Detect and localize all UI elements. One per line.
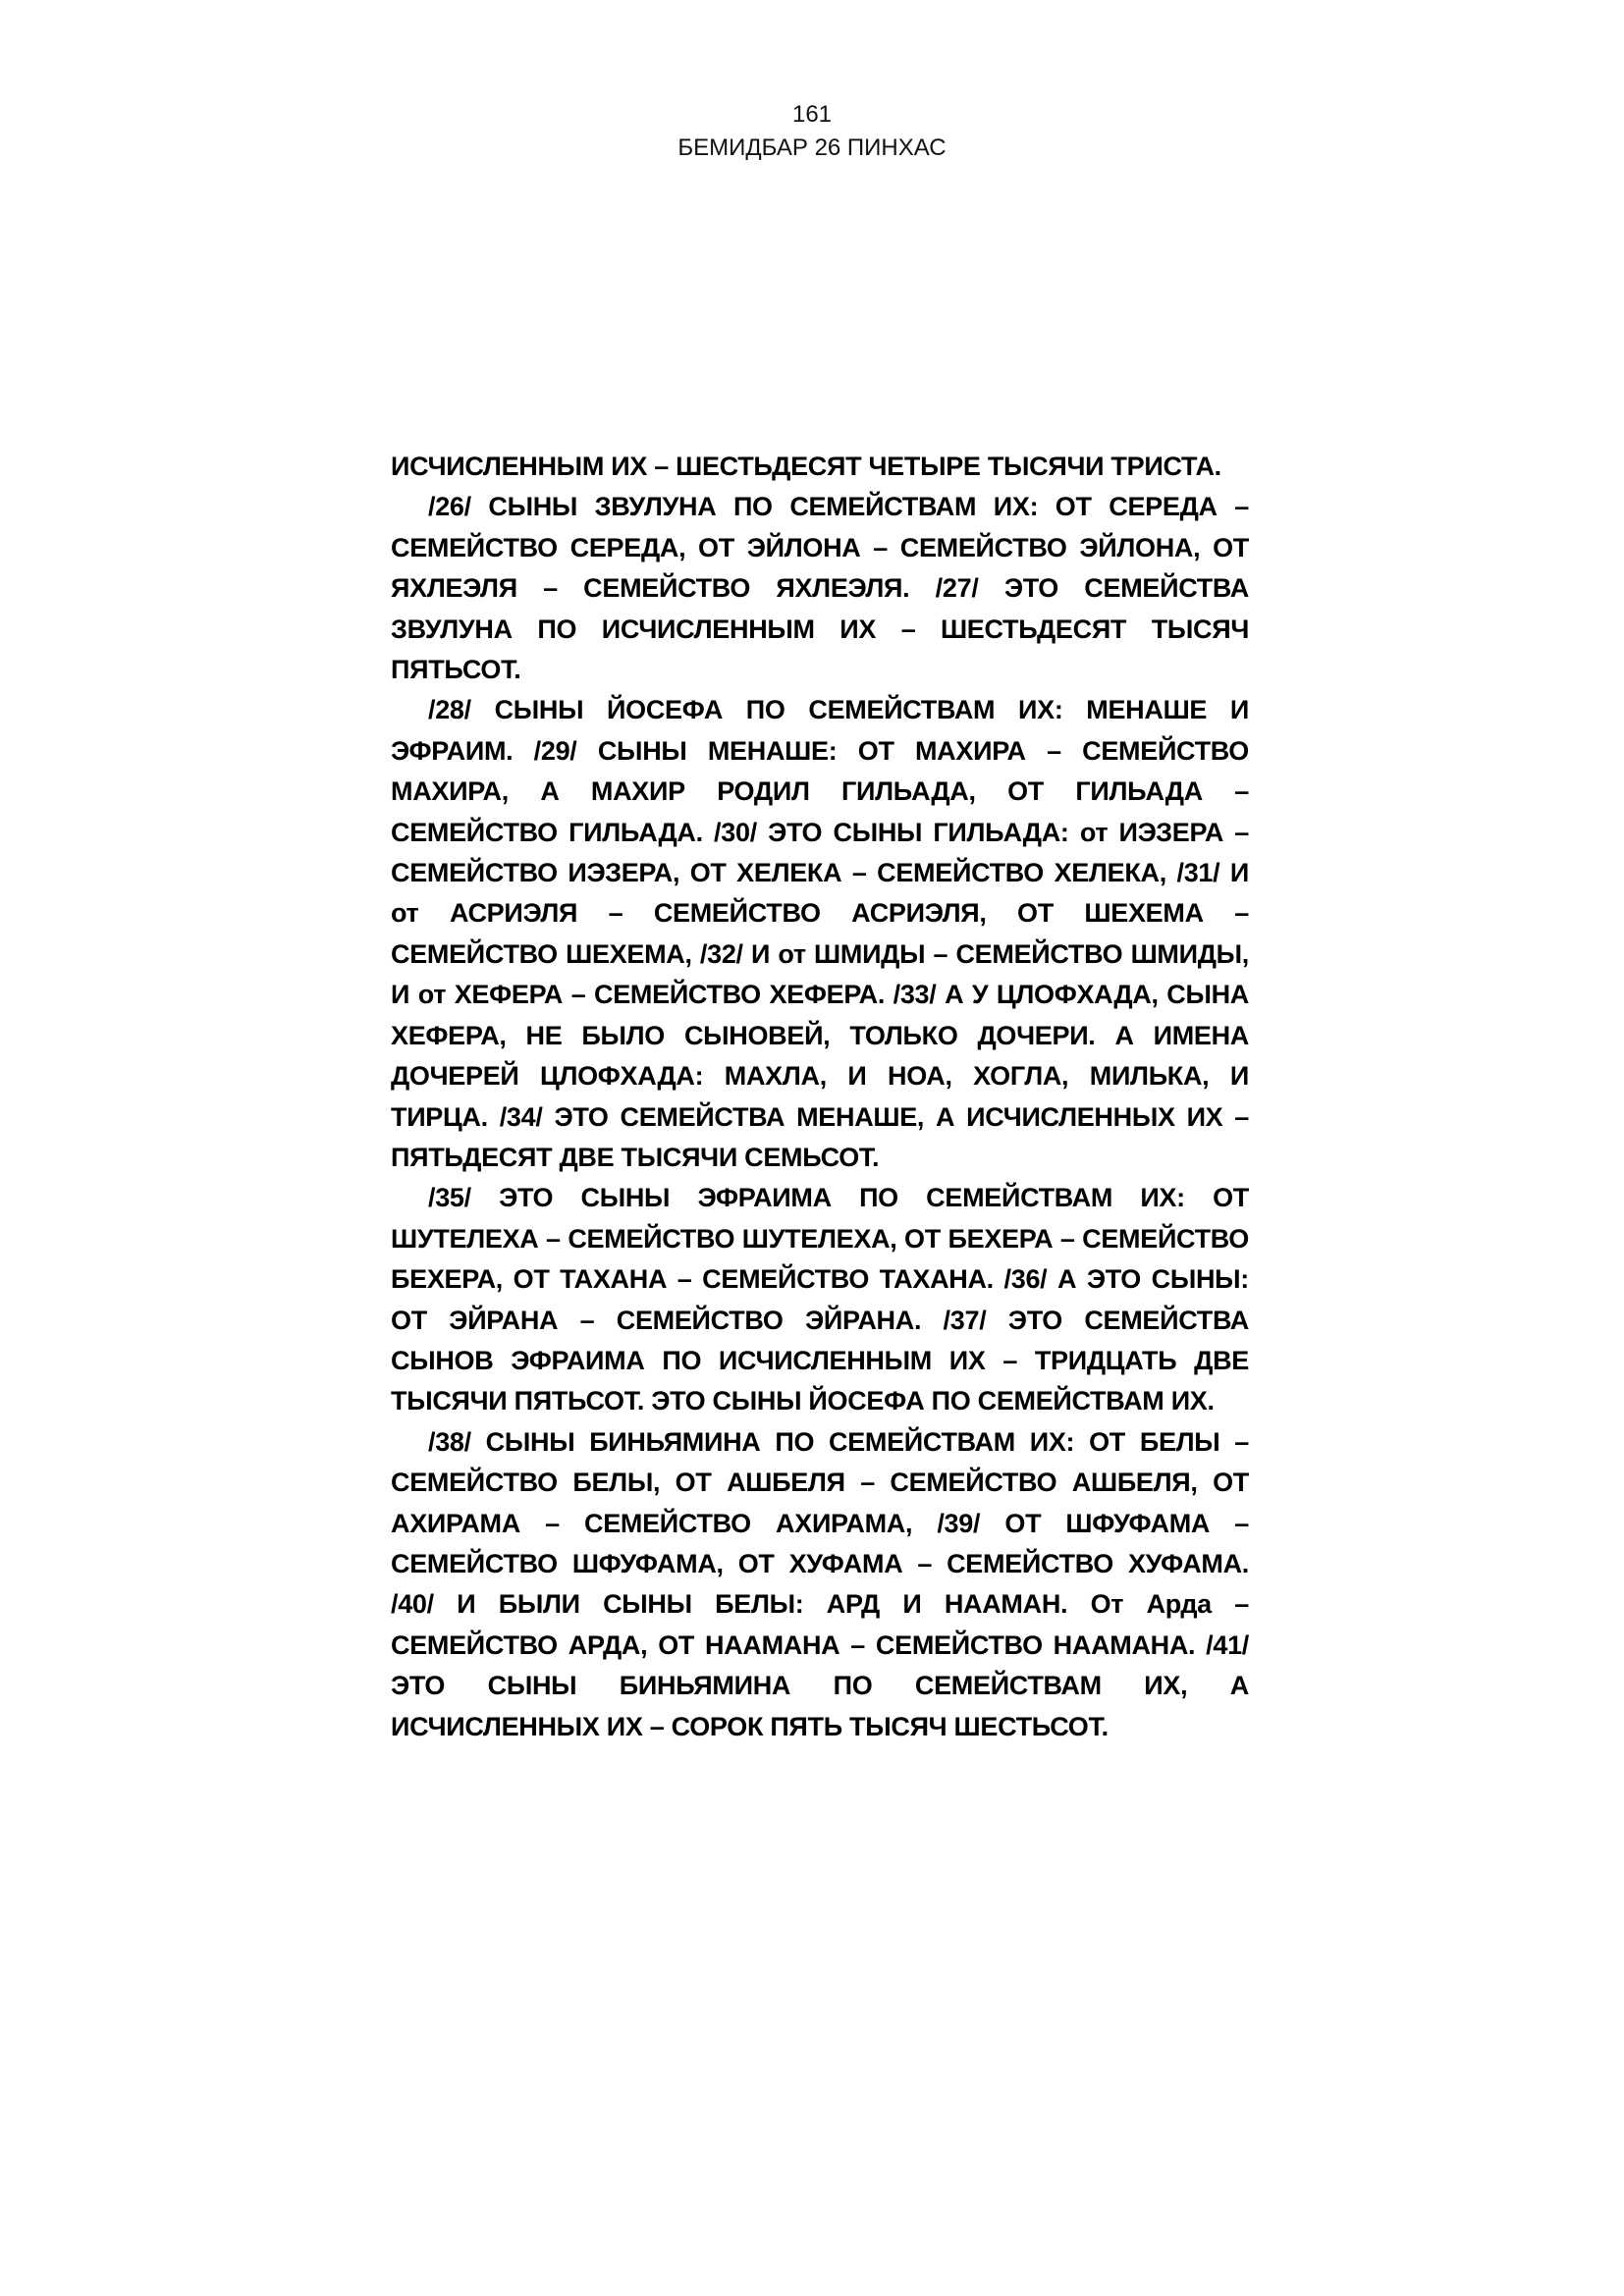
running-title: БЕМИДБАР 26 ПИНХАС (677, 134, 947, 161)
paragraph-continuation: ИСЧИСЛЕННЫМ ИХ – ШЕСТЬДЕСЯТ ЧЕТЫРЕ ТЫСЯЧИ ТРИСТА. (391, 452, 1221, 481)
paragraph-verses-38-41: /38/ СЫНЫ БИНЬЯМИНА ПО СЕМЕЙСТВАМ ИХ: ОТ БЕЛЫ – СЕМЕЙСТВО БЕЛЫ, ОТ АШБЕЛЯ – СЕМЕЙСТВО АШБЕЛЯ, ОТ АХИРАМА – СЕМЕЙСТВО АХИРАМА, /39/ ОТ ШФУФАМА – СЕМЕЙСТВО ШФУФАМА, ОТ ХУФАМА – СЕМЕЙСТВО ХУФАМА. /40/ И БЫЛИ СЫНЫ БЕЛЫ: АРД И НААМАН. От Арда – СЕМЕЙСТВО АРДА, ОТ НААМАНА – СЕМЕЙСТВО НААМАНА. /41/ ЭТО СЫНЫ БИНЬЯМИНА ПО СЕМЕЙСТВАМ ИХ, А ИСЧИСЛЕННЫХ ИХ – СОРОК ПЯТЬ ТЫСЯЧ ШЕСТЬСОТ. (391, 1426, 1249, 1741)
paragraph-verses-28-34: /28/ СЫНЫ ЙОСЕФА ПО СЕМЕЙСТВАМ ИХ: МЕНАШЕ И ЭФРАИМ. /29/ СЫНЫ МЕНАШЕ: ОТ МАХИРА – СЕМЕЙСТВО МАХИРА, А МАХИР РОДИЛ ГИЛЬАДА, ОТ ГИЛЬАДА – СЕМЕЙСТВО ГИЛЬАДА. /30/ ЭТО СЫНЫ ГИЛЬАДА: от ИЭЗЕРА – СЕМЕЙСТВО ИЭЗЕРА, ОТ ХЕЛЕКА – СЕМЕЙСТВО ХЕЛЕКА, /31/ И от АСРИЭЛЯ – СЕМЕЙСТВО АСРИЭЛЯ, ОТ ШЕХЕМА – СЕМЕЙСТВО ШЕХЕМА, /32/ И от ШМИДЫ – СЕМЕЙСТВО ШМИДЫ, И от ХЕФЕРА – СЕМЕЙСТВО ХЕФЕРА. /33/ А У ЦЛОФХАДА, СЫНА ХЕФЕРА, НЕ БЫЛО СЫНОВЕЙ, ТОЛЬКО ДОЧЕРИ. А ИМЕНА ДОЧЕРЕЙ ЦЛОФХАДА: МАХЛА, И НОА, ХОГЛА, МИЛЬКА, И ТИРЦА. /34/ ЭТО СЕМЕЙСТВА МЕНАШЕ, А ИСЧИСЛЕННЫХ ИХ – ПЯТЬДЕСЯТ ДВЕ ТЫСЯЧИ СЕМЬСОТ. (391, 695, 1249, 1172)
page-number: 161 (791, 101, 833, 128)
paragraph-verses-35-37: /35/ ЭТО СЫНЫ ЭФРАИМА ПО СЕМЕЙСТВАМ ИХ: ОТ ШУТЕЛЕХА – СЕМЕЙСТВО ШУТЕЛЕХА, ОТ БЕХЕРА – СЕМЕЙСТВО БЕХЕРА, ОТ ТАХАНА – СЕМЕЙСТВО ТАХАНА. /36/ А ЭТО СЫНЫ: ОТ ЭЙРАНА – СЕМЕЙСТВО ЭЙРАНА. /37/ ЭТО СЕМЕЙСТВА СЫНОВ ЭФРАИМА ПО ИСЧИСЛЕННЫМ ИХ – ТРИДЦАТЬ ДВЕ ТЫСЯЧИ ПЯТЬСОТ. ЭТО СЫНЫ ЙОСЕФА ПО СЕМЕЙСТВАМ ИХ. (391, 1183, 1249, 1416)
page-header (0, 98, 1624, 165)
body-text (391, 447, 1249, 1747)
paragraph-verses-26-27: /26/ СЫНЫ ЗВУЛУНА ПО СЕМЕЙСТВАМ ИХ: ОТ СЕРЕДА – СЕМЕЙСТВО СЕРЕДА, ОТ ЭЙЛОНА – СЕМЕЙСТВО ЭЙЛОНА, ОТ ЯХЛЕЭЛЯ – СЕМЕЙСТВО ЯХЛЕЭЛЯ. /27/ ЭТО СЕМЕЙСТВА ЗВУЛУНА ПО ИСЧИСЛЕННЫМ ИХ – ШЕСТЬДЕСЯТ ТЫСЯЧ ПЯТЬСОТ. (391, 492, 1249, 685)
